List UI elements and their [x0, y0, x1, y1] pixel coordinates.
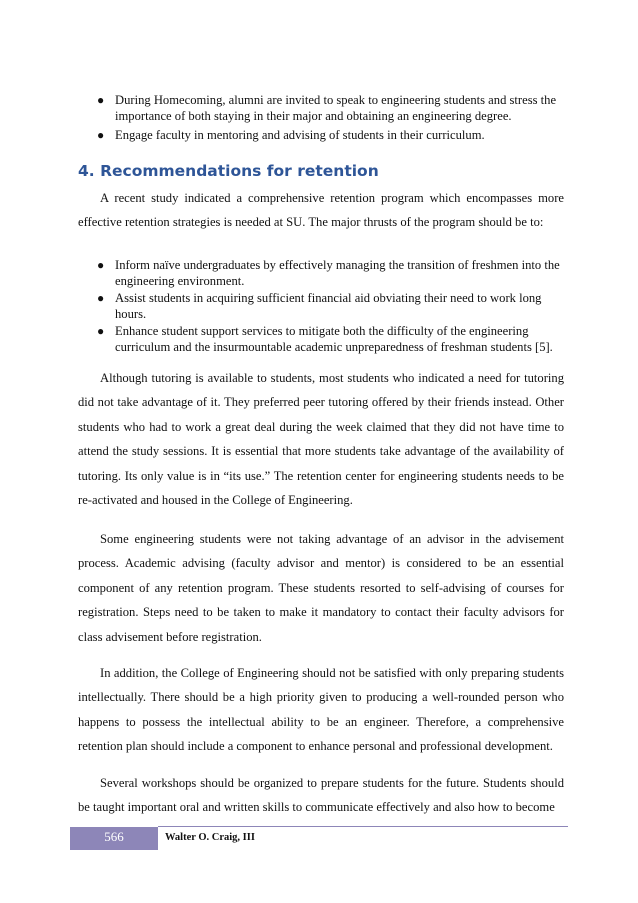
footer-author: Walter O. Craig, III — [165, 832, 255, 843]
list-item — [78, 258, 564, 289]
retention-bullet-list — [78, 258, 564, 357]
footer-divider — [158, 826, 568, 827]
page-number: 566 — [104, 829, 124, 844]
bullet-text: Inform naïve undergraduates by effectively managing the transition of freshmen into the engineering environment. — [115, 258, 560, 288]
advising-paragraph: Some engineering students were not taking advantage of an advisor in the advisement process. Academic advising (faculty advisor and mentor) is considered to be an essential component of any retention program. These students resorted to self-advising of courses for registration. Steps need to be taken to make it mandatory to contact their faculty advisors for class advisement before registration. — [78, 532, 564, 644]
bullet-text: Assist students in acquiring sufficient financial aid obviating their need to work long hours. — [115, 291, 542, 321]
bullet-icon: ● — [97, 128, 105, 142]
bullet-icon: ● — [97, 93, 105, 107]
intro-paragraph: A recent study indicated a comprehensive retention program which encompasses more effective retention strategies is needed at SU. The major thrusts of the program should be to: — [78, 191, 564, 230]
list-item — [78, 324, 564, 355]
bullet-icon: ● — [97, 291, 105, 305]
list-item — [78, 93, 564, 124]
section-heading: 4. Recommendations for retention — [78, 162, 379, 180]
list-item — [78, 128, 564, 144]
top-bullet-list — [78, 93, 564, 148]
tutoring-paragraph: Although tutoring is available to students, most students who indicated a need for tutoring did not take advantage of it. They preferred peer tutoring offered by their friends instead. Other students who had to work a great deal during the week claimed that they did not have time to attend the study sessions. It is essential that more students take advantage of the availability of tutoring. Its only value is in “its use.” The retention center for engineering students needs to be re-activated and housed in the College of Engineering. — [78, 371, 564, 508]
list-item — [78, 291, 564, 322]
development-paragraph: In addition, the College of Engineering should not be satisfied with only preparing students intellectually. There should be a high priority given to producing a well-rounded person who happens to possess the intellectual ability to be an engineer. Therefore, a comprehensive retention plan should include a component to enhance personal and professional development. — [78, 666, 564, 754]
bullet-text: Enhance student support services to mitigate both the difficulty of the engineering curriculum and the insurmountable academic unpreparedness of freshman students [5]. — [115, 324, 553, 354]
page-number-badge — [70, 827, 158, 850]
bullet-text: Engage faculty in mentoring and advising of students in their curriculum. — [115, 128, 485, 142]
bullet-icon: ● — [97, 258, 105, 272]
bullet-icon: ● — [97, 324, 105, 338]
workshops-paragraph: Several workshops should be organized to prepare students for the future. Students should be taught important oral and written skills to communicate effectively and also how to become — [78, 776, 564, 815]
bullet-text: During Homecoming, alumni are invited to speak to engineering students and stress the importance of both staying in their major and obtaining an engineering degree. — [115, 93, 557, 123]
